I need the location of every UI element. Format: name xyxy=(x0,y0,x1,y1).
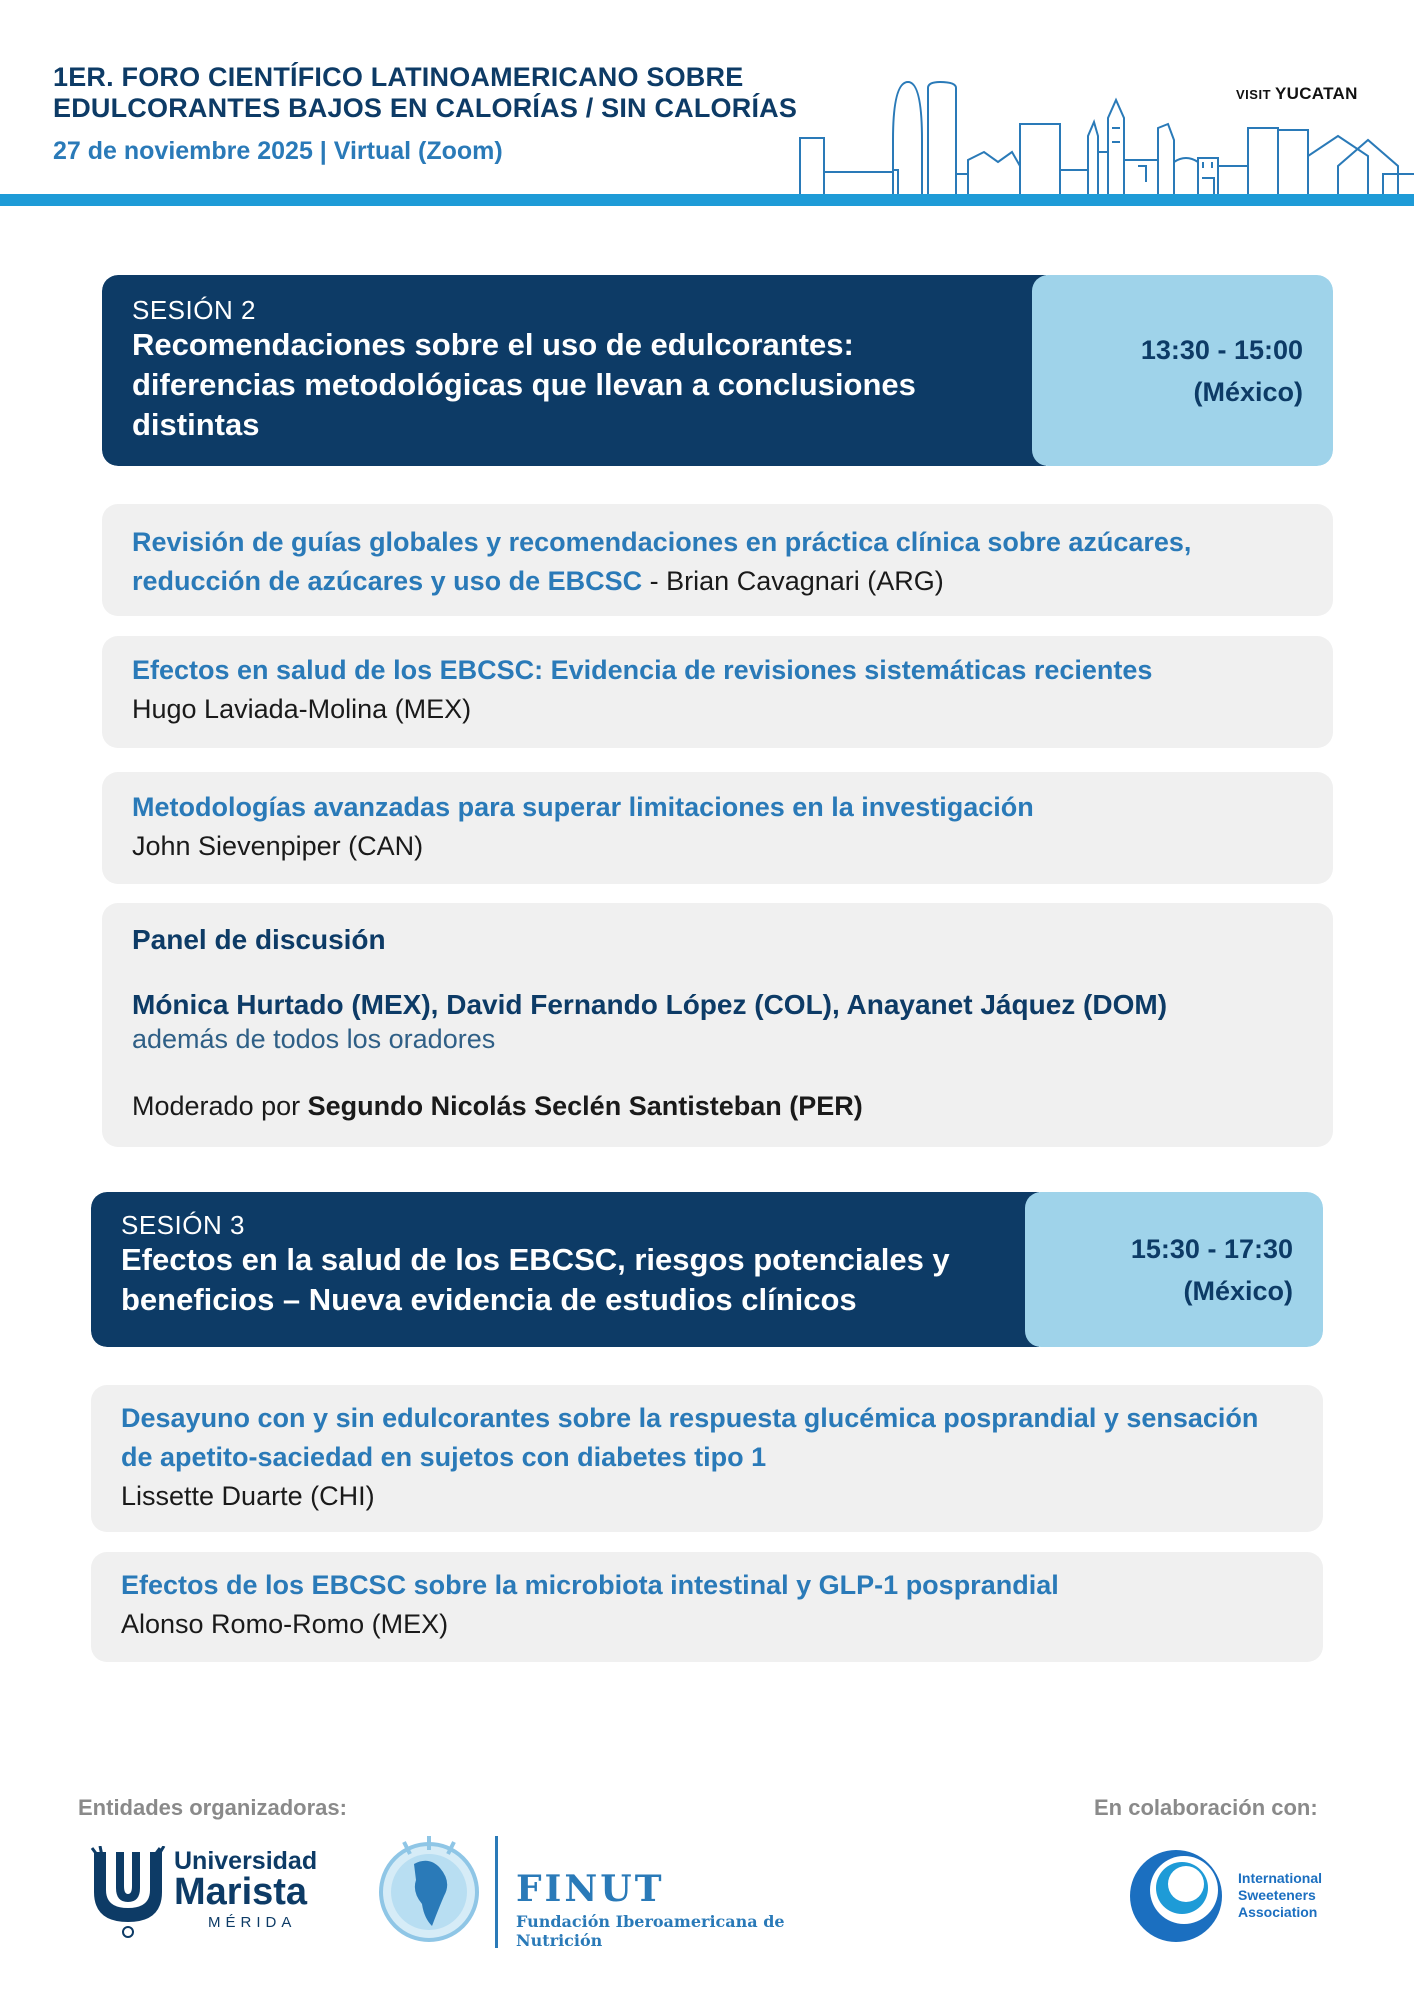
session-2-header xyxy=(102,275,1333,466)
talk-speaker: - Brian Cavagnari (ARG) xyxy=(642,566,944,596)
event-title xyxy=(53,62,797,124)
panel-names-sub: además de todos los oradores xyxy=(132,1024,496,1054)
talk-speaker: Alonso Romo-Romo (MEX) xyxy=(121,1609,449,1639)
session-3-time: 15:30 - 17:30 xyxy=(1130,1233,1293,1264)
talk-title: Efectos en salud de los EBCSC: Evidencia de revisiones sistemáticas recientes xyxy=(132,655,1153,685)
marista-crest-icon xyxy=(88,1846,168,1942)
visit-yucatan-logo xyxy=(1236,84,1358,104)
session-2-time: 13:30 - 15:00 xyxy=(1140,334,1303,365)
session-2-zone: (México) xyxy=(1193,376,1303,407)
finut-logo xyxy=(374,1830,874,1950)
session-3-zone: (México) xyxy=(1183,1275,1293,1306)
event-title-line1: 1ER. FORO CIENTÍFICO LATINOAMERICANO SOBRE xyxy=(53,62,744,92)
event-date-location: 27 de noviembre 2025 | Virtual (Zoom) xyxy=(53,137,503,165)
talk-title: Efectos de los EBCSC sobre la microbiota intestinal y GLP-1 posprandial xyxy=(121,1570,1059,1600)
organizers-label: Entidades organizadoras: xyxy=(78,1795,347,1820)
um-line1: Universidad xyxy=(174,1847,318,1875)
panel-names: Mónica Hurtado (MEX), David Fernando López (COL), Anayanet Jáquez (DOM) xyxy=(132,989,1168,1020)
session-3-label: SESIÓN 3 xyxy=(121,1210,245,1240)
universidad-marista-logo xyxy=(88,1846,338,1942)
talk-card xyxy=(102,504,1333,616)
talk-card xyxy=(102,636,1333,748)
talk-card xyxy=(91,1552,1323,1662)
header xyxy=(0,0,1414,206)
talk-speaker: Hugo Laviada-Molina (MEX) xyxy=(132,694,472,724)
isa-line1: International xyxy=(1238,1870,1323,1886)
collaboration-label: En colaboración con: xyxy=(1094,1795,1318,1820)
isa-circle-icon xyxy=(1126,1844,1230,1948)
talk-title: Desayuno con y sin edulcorantes sobre la respuesta glucémica posprandial y sensación de apetito-saciedad en sujetos con diabetes tipo 1 xyxy=(121,1403,1259,1472)
session-2-info xyxy=(102,275,1046,466)
finut-divider xyxy=(495,1836,498,1948)
session-3-info xyxy=(91,1192,1039,1347)
moderator-name: Segundo Nicolás Seclén Santisteban (PER) xyxy=(307,1091,863,1121)
session-2-title: Recomendaciones sobre el uso de edulcorantes: diferencias metodológicas que llevan a conclusiones distintas xyxy=(132,327,916,442)
talk-speaker: Lissette Duarte (CHI) xyxy=(121,1481,375,1511)
isa-line2: Sweeteners xyxy=(1238,1887,1316,1903)
panel-title: Panel de discusión xyxy=(132,924,386,955)
finut-subtitle: Fundación Iberoamericana de Nutrición xyxy=(516,1912,785,1950)
talk-card xyxy=(91,1385,1323,1532)
isa-logo xyxy=(1126,1844,1346,1948)
um-line2: Marista xyxy=(174,1871,308,1913)
finut-name: FINUT xyxy=(516,1868,665,1910)
isa-line3: Association xyxy=(1238,1904,1318,1920)
talk-speaker: John Sievenpiper (CAN) xyxy=(132,831,424,861)
brand-big: YUCATAN xyxy=(1275,84,1358,103)
brand-small: VISIT xyxy=(1236,87,1272,102)
panel-moderator xyxy=(132,1089,1303,1123)
session-2-time-box xyxy=(1032,275,1333,466)
finut-globe-icon xyxy=(374,1830,484,1950)
session-3-title: Efectos en la salud de los EBCSC, riesgos potenciales y beneficios – Nueva evidencia de estudios clínicos xyxy=(121,1242,950,1317)
talk-title: Revisión de guías globales y recomendaciones en práctica clínica sobre azúcares, reducción de azúcares y uso de EBCSC xyxy=(132,527,1192,596)
session-3-header xyxy=(91,1192,1323,1347)
event-title-line2: EDULCORANTES BAJOS EN CALORÍAS / SIN CALORÍAS xyxy=(53,93,798,123)
um-line3: MÉRIDA xyxy=(208,1914,297,1931)
session-3-time-box xyxy=(1025,1192,1323,1347)
isa-text xyxy=(1238,1870,1322,1921)
talk-card xyxy=(102,772,1333,884)
session-2-label: SESIÓN 2 xyxy=(132,295,256,325)
moderator-prefix: Moderado por xyxy=(132,1091,308,1121)
talk-title: Metodologías avanzadas para superar limitaciones en la investigación xyxy=(132,792,1034,822)
panel-card xyxy=(102,903,1333,1147)
header-divider-bar xyxy=(0,194,1414,206)
